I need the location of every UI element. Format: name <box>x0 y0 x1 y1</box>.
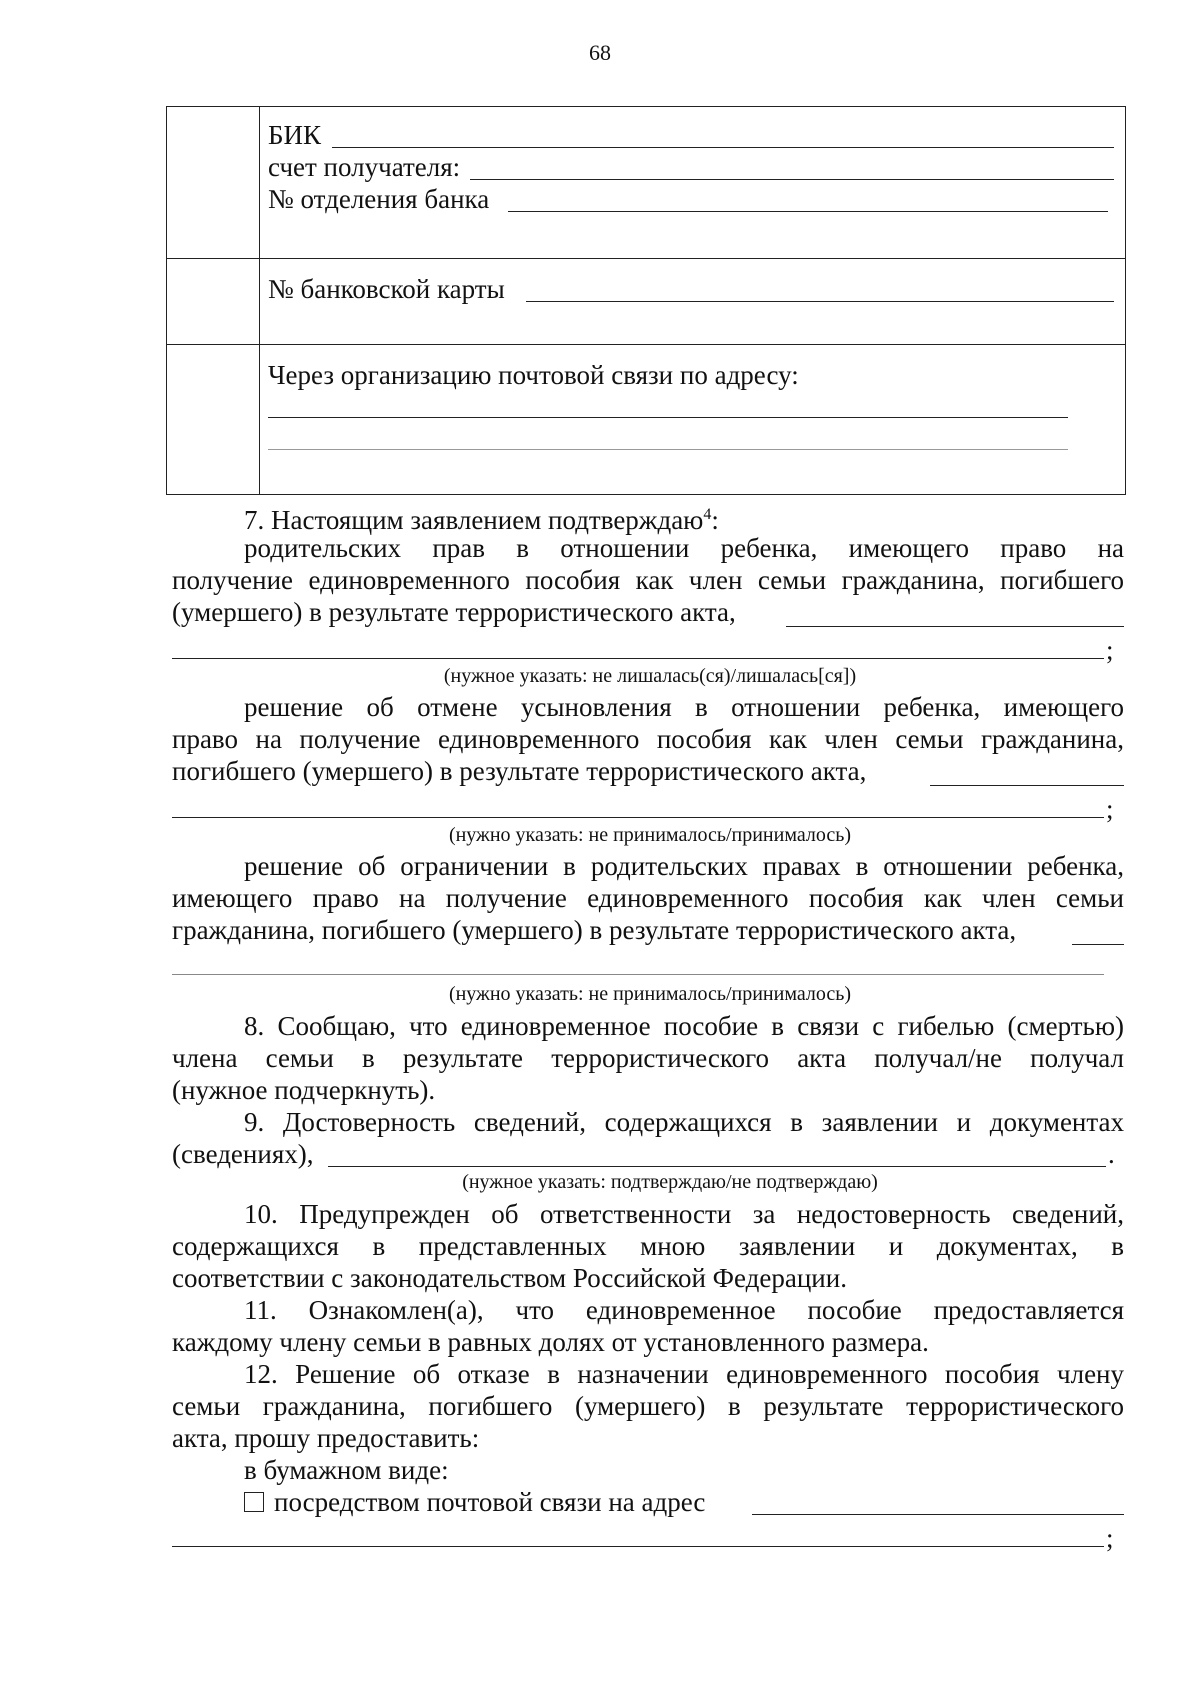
semicolon: ; <box>1106 794 1114 824</box>
account-field[interactable] <box>470 179 1114 180</box>
item7-p2-field-2[interactable] <box>172 817 1104 818</box>
item7-p1-field[interactable] <box>786 626 1124 627</box>
period: . <box>1108 1139 1115 1169</box>
item7-p2-line1: решение об отмене усыновления в отношении ребенка, имеющего <box>244 692 1124 722</box>
bik-label: БИК <box>268 120 322 150</box>
item12-address-field[interactable] <box>752 1514 1124 1515</box>
postal-option-checkbox[interactable] <box>244 1492 264 1512</box>
item7-heading-text: 7. Настоящим заявлением подтверждаю <box>244 505 704 535</box>
page-number: 68 <box>589 40 611 65</box>
postal-label: Через организацию почтовой связи по адресу: <box>268 360 799 390</box>
item9-hint: (нужное указать: подтверждаю/не подтверждаю) <box>462 1171 878 1193</box>
item7-p1-field-2[interactable] <box>172 658 1104 659</box>
item12-line2: семьи гражданина, погибшего (умершего) в результате террористического <box>172 1391 1124 1421</box>
table-cell-marker <box>167 107 260 259</box>
item10-line1: 10. Предупрежден об ответственности за недостоверность сведений, <box>244 1199 1124 1229</box>
item7-p1-line1: родительских прав в отношении ребенка, имеющего право на <box>244 533 1124 563</box>
table-cell-marker <box>167 345 260 495</box>
item8-line3: (нужное подчеркнуть). <box>172 1075 436 1105</box>
item7-p3-line2: имеющего право на получение единовременного пособия как член семьи <box>172 883 1124 913</box>
item7-p3-line3: гражданина, погибшего (умершего) в результате террористического акта, <box>172 915 1017 945</box>
item12-paper-label: в бумажном виде: <box>244 1455 449 1485</box>
semicolon: ; <box>1106 1523 1114 1553</box>
postal-address-field-1[interactable] <box>268 417 1068 418</box>
item9-line2: (сведениях), <box>172 1139 314 1169</box>
item7-p3-hint: (нужно указать: не принималось/принималось) <box>448 983 852 1005</box>
postal-option-label: посредством почтовой связи на адрес <box>274 1487 706 1517</box>
branch-label: № отделения банка <box>268 184 490 214</box>
item7-p3-field[interactable] <box>1072 944 1124 945</box>
item7-p3-line1: решение об ограничении в родительских правах в отношении ребенка, <box>244 851 1124 881</box>
table-cell-card <box>260 259 1126 345</box>
item7-heading <box>244 499 719 536</box>
item10-line3: соответствии с законодательством Российской Федерации. <box>172 1263 847 1293</box>
item9-line1: 9. Достоверность сведений, содержащихся в заявлении и документах <box>244 1107 1124 1137</box>
bik-field[interactable] <box>332 147 1114 148</box>
semicolon: ; <box>1106 635 1114 665</box>
item7-p2-field[interactable] <box>930 785 1124 786</box>
item7-p1-line2: получение единовременного пособия как член семьи гражданина, погибшего <box>172 565 1124 595</box>
item7-p1-hint: (нужное указать: не лишалась(ся)/лишалась[ся]) <box>443 665 857 687</box>
card-label: № банковской карты <box>268 274 505 304</box>
item9-field[interactable] <box>328 1166 1106 1167</box>
table-cell-postal <box>260 345 1126 495</box>
item11-line1: 11. Ознакомлен(а), что единовременное пособие предоставляется <box>244 1295 1124 1325</box>
item7-p1-line3: (умершего) в результате террористического акта, <box>172 597 736 627</box>
item10-line2: содержащихся в представленных мною заявлении и документах, в <box>172 1231 1124 1261</box>
item12-line1: 12. Решение об отказе в назначении единовременного пособия члену <box>244 1359 1124 1389</box>
item7-p2-line3: погибшего (умершего) в результате террористического акта, <box>172 756 867 786</box>
item12-line3: акта, прошу предоставить: <box>172 1423 480 1453</box>
table-cell-marker <box>167 259 260 345</box>
branch-field[interactable] <box>508 211 1108 212</box>
item12-address-field-2[interactable] <box>172 1546 1104 1547</box>
postal-address-field-2[interactable] <box>268 449 1068 450</box>
card-field[interactable] <box>526 301 1114 302</box>
item8-line1: 8. Сообщаю, что единовременное пособие в связи с гибелью (смертью) <box>244 1011 1124 1041</box>
postal-option[interactable] <box>244 1486 705 1518</box>
bank-details-table <box>166 106 1126 495</box>
item7-colon: : <box>711 505 719 535</box>
table-cell-bank-details <box>260 107 1126 259</box>
item7-p2-hint: (нужно указать: не принималось/принималось) <box>448 824 852 846</box>
item8-line2: члена семьи в результате террористического акта получал/не получал <box>172 1043 1124 1073</box>
account-label: счет получателя: <box>268 152 461 182</box>
footnote-ref: 4 <box>703 506 712 523</box>
item11-line2: каждому члену семьи в равных долях от установленного размера. <box>172 1327 929 1357</box>
item7-p3-field-2[interactable] <box>172 974 1104 975</box>
item7-p2-line2: право на получение единовременного пособия как член семьи гражданина, <box>172 724 1124 754</box>
